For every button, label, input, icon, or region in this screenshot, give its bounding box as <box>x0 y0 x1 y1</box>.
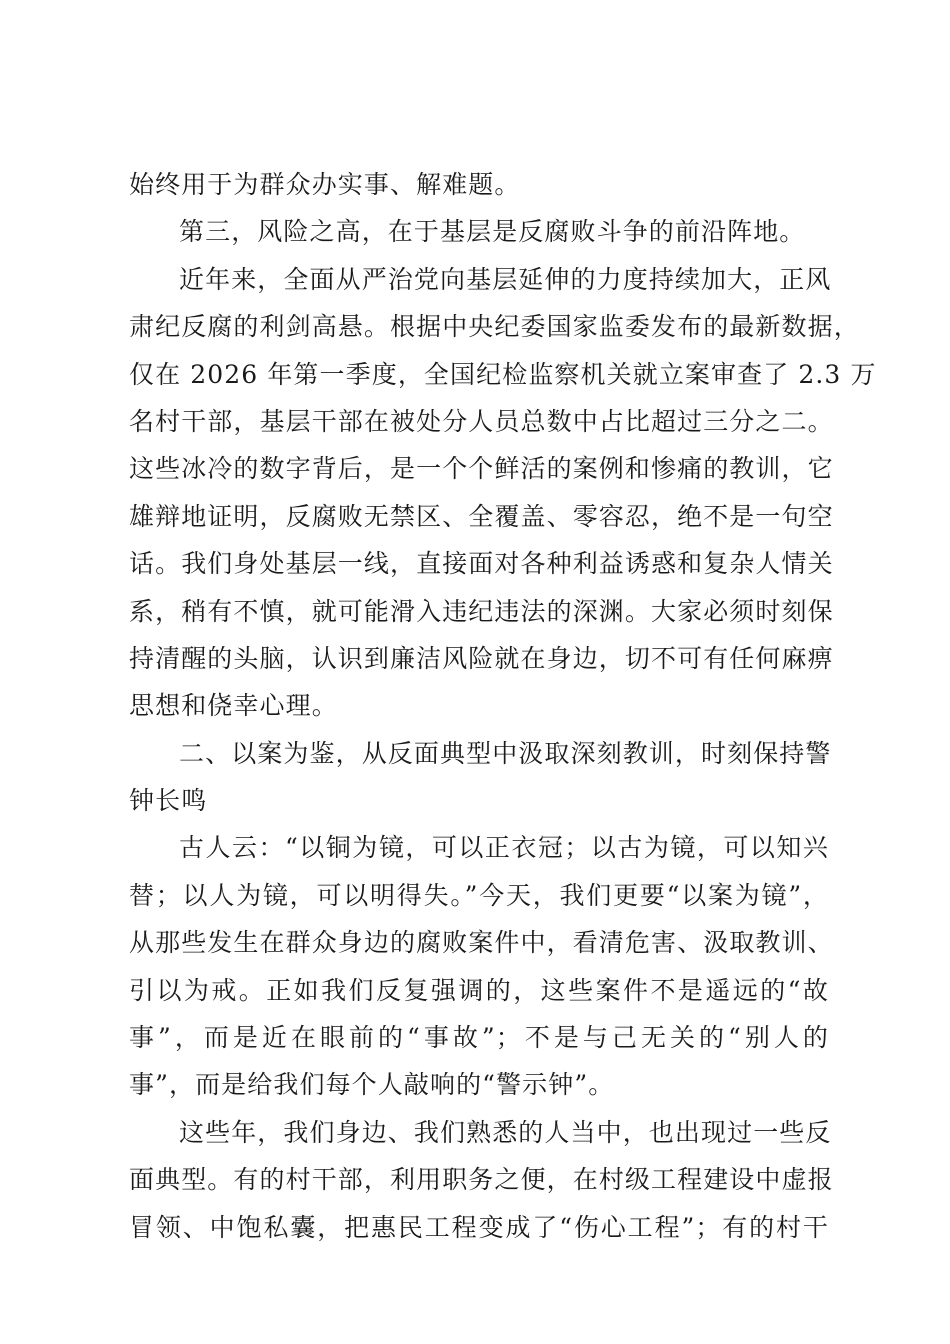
text-line: 引以为戒。正如我们反复强调的，这些案件不是遥远的“故 <box>129 975 829 1005</box>
section-heading-line: 钟长鸣 <box>129 786 208 816</box>
text-line: 事”，而是近在眼前的“事故”；不是与己无关的“别人的 <box>129 1023 829 1053</box>
text-line: 冒领、中饱私囊，把惠民工程变成了“伤心工程”；有的村干 <box>129 1212 829 1242</box>
text-line: 名村干部，基层干部在被处分人员总数中占比超过三分之二。 <box>129 406 834 436</box>
text-line: 这些冰冷的数字背后，是一个个鲜活的案例和惨痛的教训，它 <box>129 454 834 484</box>
text-line: 始终用于为群众办实事、解难题。 <box>129 170 521 199</box>
text-line: 事”，而是给我们每个人敲响的“警示钟”。 <box>129 1070 615 1100</box>
text-line: 第三，风险之高，在于基层是反腐败斗争的前沿阵地。 <box>179 217 806 247</box>
text-line: 持清醒的头脑，认识到廉洁风险就在身边，切不可有任何麻痹 <box>129 643 834 673</box>
text-line: 从那些发生在群众身边的腐败案件中，看清危害、汲取教训、 <box>129 928 834 958</box>
text-line: 替；以人为镜，可以明得失。”今天，我们更要“以案为镜”， <box>129 880 829 910</box>
document-body <box>129 161 877 1251</box>
text-line: 话。我们身处基层一线，直接面对各种利益诱惑和复杂人情关 <box>129 549 834 579</box>
text-line: 这些年，我们身边、我们熟悉的人当中，也出现过一些反 <box>179 1117 832 1147</box>
text-line: 思想和侥幸心理。 <box>129 691 338 721</box>
text-line: 古人云：“以铜为镜，可以正衣冠；以古为镜，可以知兴 <box>179 833 829 863</box>
text-line: 肃纪反腐的利剑高悬。根据中央纪委国家监委发布的最新数据， <box>129 312 860 342</box>
text-line: 面典型。有的村干部，利用职务之便，在村级工程建设中虚报 <box>129 1165 834 1195</box>
text-line: 系，稍有不慎，就可能滑入违纪违法的深渊。大家必须时刻保 <box>129 596 834 626</box>
text-line: 雄辩地证明，反腐败无禁区、全覆盖、零容忍，绝不是一句空 <box>129 501 834 531</box>
section-heading-line: 二、以案为鉴，从反面典型中汲取深刻教训，时刻保持警 <box>179 738 832 768</box>
text-line: 仅在 2026 年第一季度，全国纪检监察机关就立案审查了 2.3 万 <box>129 359 877 389</box>
text-line: 近年来，全面从严治党向基层延伸的力度持续加大，正风 <box>179 264 832 294</box>
